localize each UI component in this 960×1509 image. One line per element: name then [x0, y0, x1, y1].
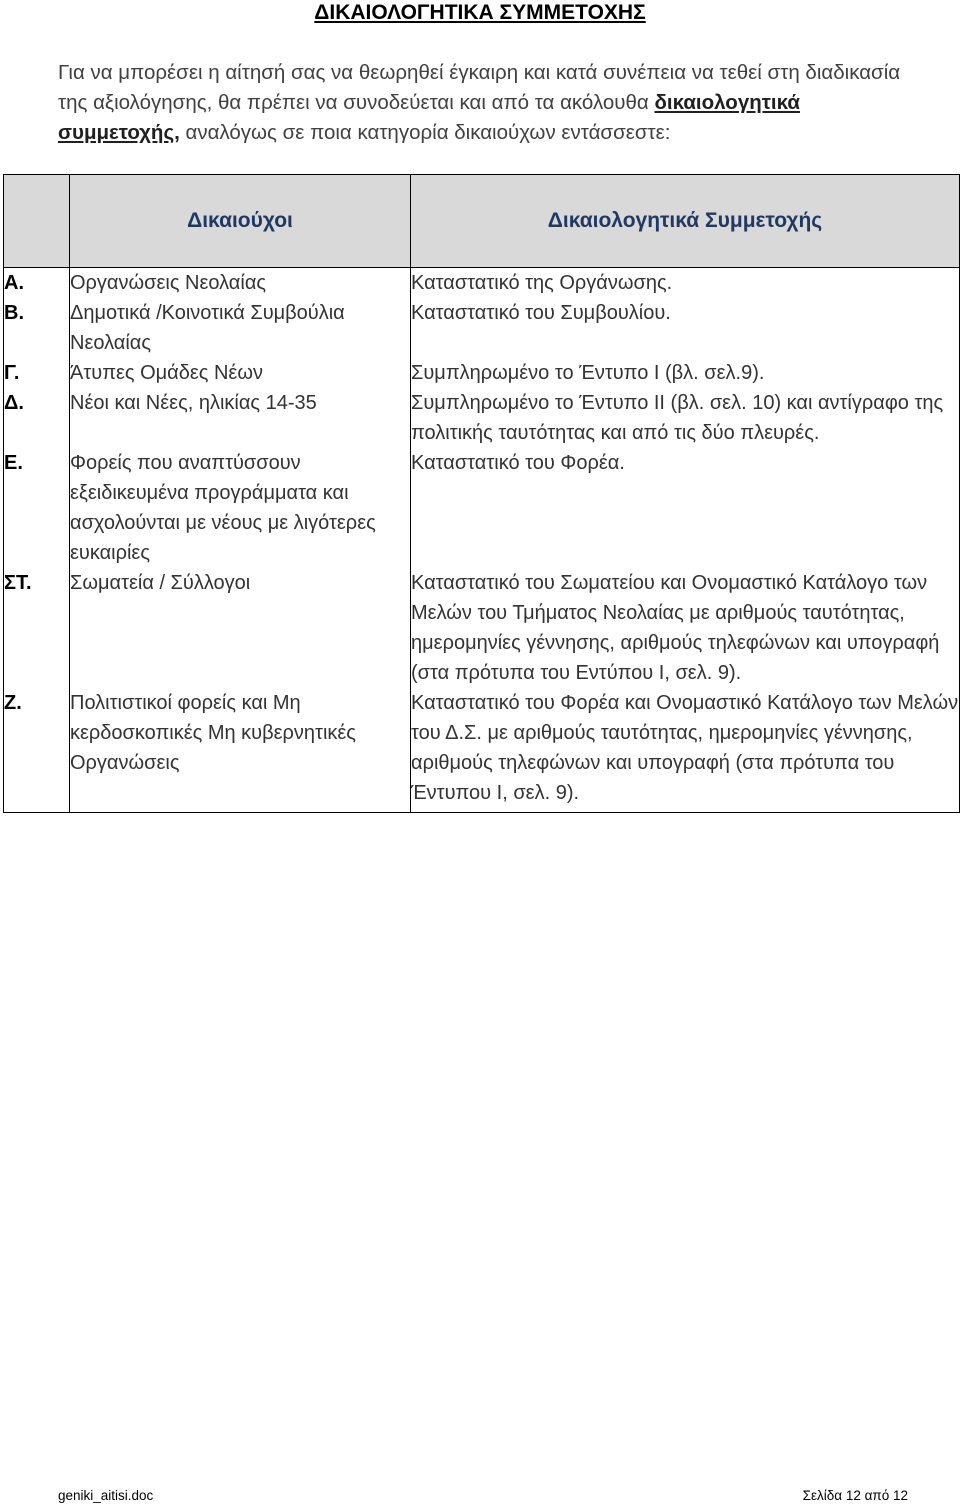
header-beneficiaries: Δικαιούχοι — [70, 175, 411, 268]
row-requirement: Καταστατικό του Σωματείου και Ονομαστικό Κατάλογο των Μελών του Τμήματος Νεολαίας με αριθμούς ταυτότητας, ημερομηνίες γέννησης, αριθμούς τηλεφώνων και υπογραφή (στα πρότυπα του Εντύπου Ι, σελ. 9). — [411, 568, 960, 688]
footer-filename: geniki_aitisi.doc — [58, 1488, 154, 1503]
table-row — [4, 568, 960, 688]
table-row — [4, 358, 960, 388]
footer-page-number: Σελίδα 12 από 12 — [802, 1488, 908, 1503]
row-category: Σωματεία / Σύλλογοι — [70, 568, 411, 688]
intro-paragraph — [58, 58, 918, 148]
row-label: Α. — [4, 268, 70, 299]
row-category: Πολιτιστικοί φορείς και Μη κερδοσκοπικές Μη κυβερνητικές Οργανώσεις — [70, 688, 411, 813]
row-category: Οργανώσεις Νεολαίας — [70, 268, 411, 299]
row-label: Ζ. — [4, 688, 70, 813]
row-requirement: Καταστατικό του Συμβουλίου. — [411, 298, 960, 358]
table-row — [4, 298, 960, 358]
intro-bold-text: δικαιολογητικά συμμετοχής, — [58, 91, 800, 144]
row-requirement: Συμπληρωμένο το Έντυπο ΙΙ (βλ. σελ. 10) και αντίγραφο της πολιτικής ταυτότητας και από τις δύο πλευρές. — [411, 388, 960, 448]
requirements-table — [3, 174, 960, 813]
header-documents: Δικαιολογητικά Συμμετοχής — [411, 175, 960, 268]
table-row — [4, 448, 960, 568]
table-row — [4, 388, 960, 448]
row-category: Δημοτικά /Κοινοτικά Συμβούλια Νεολαίας — [70, 298, 411, 358]
table-row — [4, 268, 960, 299]
document-title: ΔΙΚΑΙΟΛΟΓΗΤΙΚΑ ΣΥΜΜΕΤΟΧΗΣ — [314, 1, 646, 24]
row-requirement: Καταστατικό του Φορέα και Ονομαστικό Κατάλογο των Μελών του Δ.Σ. με αριθμούς ταυτότητας, ημερομηνίες γέννησης, αριθμούς τηλεφώνων και υπογραφή (στα πρότυπα του Έντυπου Ι, σελ. 9). — [411, 688, 960, 813]
row-category: Φορείς που αναπτύσσουν εξειδικευμένα προγράμματα και ασχολούνται με νέους με λιγότερες ευκαιρίες — [70, 448, 411, 568]
row-requirement: Καταστατικό της Οργάνωσης. — [411, 268, 960, 299]
row-label: Γ. — [4, 358, 70, 388]
row-label: Β. — [4, 298, 70, 358]
row-label: Δ. — [4, 388, 70, 448]
intro-text-start: Για να μπορέσει η αίτησή σας να θεωρηθεί έγκαιρη και κατά συνέπεια να τεθεί στη διαδικασία της αξιολόγησης, θα πρέπει να συνοδεύεται και από τα ακόλουθα — [58, 61, 901, 114]
row-category: Νέοι και Νέες, ηλικίας 14-35 — [70, 388, 411, 448]
table-header-row — [4, 175, 960, 268]
row-category: Άτυπες Ομάδες Νέων — [70, 358, 411, 388]
row-requirement: Συμπληρωμένο το Έντυπο Ι (βλ. σελ.9). — [411, 358, 960, 388]
header-blank-cell — [4, 175, 70, 268]
row-label: Ε. — [4, 448, 70, 568]
row-label: ΣΤ. — [4, 568, 70, 688]
table-row — [4, 688, 960, 813]
intro-text-end: αναλόγως σε ποια κατηγορία δικαιούχων εντάσσεστε: — [179, 121, 671, 144]
row-requirement: Καταστατικό του Φορέα. — [411, 448, 960, 568]
